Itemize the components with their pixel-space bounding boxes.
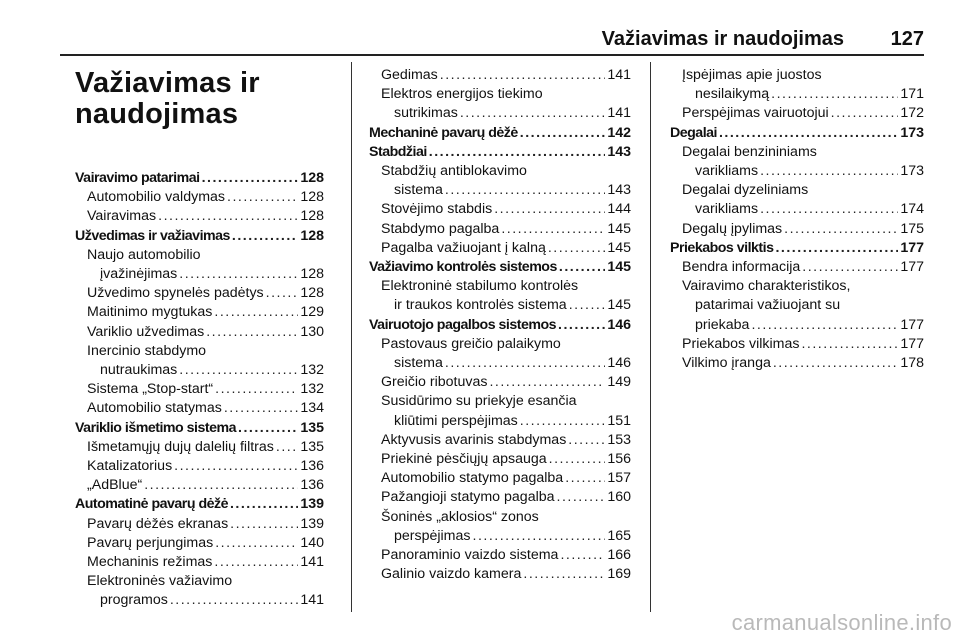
toc-page-number: 151 (607, 412, 631, 429)
leader-dots (489, 373, 605, 392)
toc-entry-text: Panoraminio vaizdo sistema (381, 547, 559, 564)
toc-page-number: 173 (900, 163, 924, 180)
toc-page-number: 128 (300, 266, 324, 283)
toc-entry[interactable] (75, 323, 324, 342)
toc-section-entry[interactable] (75, 227, 324, 246)
leader-dots (565, 469, 605, 488)
leader-dots (215, 534, 298, 553)
toc-entry[interactable] (369, 412, 631, 431)
toc-section-entry[interactable] (75, 495, 324, 514)
toc-entry-text[interactable]: Šoninės „aklosios“ zonos (381, 508, 539, 525)
watermark: carmanualsonline.info (731, 610, 952, 635)
toc-page-number: 128 (300, 285, 324, 302)
toc-entry-text[interactable]: Susidūrimo su priekyje esančia (381, 393, 577, 410)
leader-dots (440, 66, 606, 85)
toc-entry-text: Degalų įpylimas (682, 220, 783, 237)
leader-dots (559, 258, 605, 277)
toc-page-number: 136 (300, 458, 324, 475)
toc-entry[interactable] (369, 373, 631, 392)
toc-page-number: 141 (300, 554, 324, 571)
toc-page-number: 177 (900, 335, 924, 352)
toc-entry[interactable] (369, 469, 631, 488)
toc-entry-text: ir traukos kontrolės sistema (394, 297, 567, 314)
toc-page-number: 130 (300, 323, 324, 340)
toc-entry-text: programos (100, 592, 168, 609)
toc-page-number: 178 (900, 355, 924, 372)
toc-page-number: 132 (300, 362, 324, 379)
leader-dots (801, 335, 898, 354)
toc-entry-text: Vilkimo įranga (682, 355, 771, 372)
toc-section-entry[interactable] (369, 143, 631, 162)
toc-page-number: 144 (607, 201, 631, 218)
toc-entry[interactable] (369, 354, 631, 373)
toc-entry-text: Perspėjimas vairuotojui (682, 105, 829, 122)
toc-entry-text: perspėjimas (394, 527, 471, 544)
toc-column-3 (670, 66, 924, 373)
leader-dots (460, 104, 605, 123)
toc-entry-text: Greičio ribotuvas (381, 374, 488, 391)
toc-page-number: 139 (300, 496, 324, 513)
toc-entry-text[interactable]: Degalai benzininiams (682, 143, 817, 160)
toc-page-number: 145 (607, 259, 631, 276)
toc-page-number: 146 (607, 316, 631, 333)
toc-entry-text[interactable]: Elektroninė stabilumo kontrolės (381, 278, 579, 295)
leader-dots (548, 239, 605, 258)
toc-entry-text: sistema (394, 182, 443, 199)
toc-entry-text: Katalizatorius (87, 458, 173, 475)
toc-section-entry[interactable] (75, 169, 324, 188)
toc-page-number: 142 (607, 124, 631, 141)
leader-dots (144, 476, 298, 495)
toc-entry-text: nutraukimas (100, 362, 178, 379)
toc-page-number: 169 (607, 566, 631, 583)
toc-entry[interactable] (670, 200, 924, 219)
toc-page-number: 153 (607, 431, 631, 448)
toc-entry[interactable] (75, 284, 324, 303)
leader-dots (158, 207, 298, 226)
toc-entry[interactable] (369, 488, 631, 507)
leader-dots (238, 419, 298, 438)
toc-entry-text: Mechaninė pavarų dėžė (369, 124, 518, 141)
toc-page-number: 143 (607, 143, 631, 160)
toc-entry-text: Vairavimo patarimai (75, 170, 200, 186)
toc-entry[interactable] (75, 438, 324, 457)
toc-entry[interactable] (670, 104, 924, 123)
toc-entry-text[interactable]: Naujo automobilio (87, 246, 201, 263)
toc-entry-text: Užvedimas ir važiavimas (75, 227, 230, 244)
toc-section-entry[interactable] (369, 124, 631, 143)
toc-entry-text: Pavarų dėžės ekranas (87, 515, 229, 532)
toc-entry-text: Automobilio valdymas (87, 189, 225, 206)
leader-dots (831, 104, 899, 123)
leader-dots (558, 316, 605, 335)
toc-page-number: 149 (607, 374, 631, 391)
toc-entry[interactable] (369, 104, 631, 123)
toc-page-number: 139 (300, 515, 324, 532)
leader-dots (170, 591, 299, 610)
toc-entry[interactable] (75, 399, 324, 418)
toc-entry-text: Mechaninis režimas (87, 554, 213, 571)
leader-dots (549, 450, 606, 469)
toc-entry[interactable] (75, 265, 324, 284)
toc-entry[interactable] (369, 200, 631, 219)
toc-page-number: 132 (300, 381, 324, 398)
toc-entry-text: sistema (394, 355, 443, 372)
leader-dots (784, 220, 898, 239)
toc-page-number: 174 (900, 201, 924, 218)
toc-page-number: 145 (607, 239, 631, 256)
toc-page-number: 143 (607, 182, 631, 199)
leader-dots (501, 220, 605, 239)
chapter-title (75, 68, 324, 130)
toc-page-number: 135 (300, 438, 324, 455)
toc-entry[interactable] (369, 66, 631, 85)
toc-entry-text[interactable]: Įspėjimas apie juostos (682, 67, 822, 83)
leader-dots (560, 546, 605, 565)
leader-dots (230, 515, 298, 534)
toc-entry-text: Automatinė pavarų dėžė (75, 496, 228, 513)
toc-page-number: 141 (607, 67, 631, 83)
toc-page-number: 165 (607, 527, 631, 544)
toc-entry-text: Automobilio statymo pagalba (381, 470, 564, 487)
leader-dots (215, 380, 298, 399)
toc-entry-text: Priekabos vilktis (670, 239, 774, 256)
leader-dots (445, 354, 605, 373)
toc-page-number: 129 (300, 304, 324, 321)
toc-entry-text: Gedimas (381, 67, 438, 83)
leader-dots (569, 296, 606, 315)
toc-section-entry[interactable] (670, 124, 924, 143)
toc-page-number: 145 (607, 220, 631, 237)
toc-entry[interactable] (670, 316, 924, 335)
leader-dots (473, 527, 606, 546)
toc-entry-text: Degalai (670, 124, 717, 141)
toc-column-1 (75, 66, 324, 611)
toc-entry[interactable] (369, 565, 631, 584)
toc-entry-text: kliūtimi perspėjimas (394, 412, 518, 429)
toc-entry[interactable] (75, 188, 324, 207)
column-divider (650, 62, 651, 612)
toc-entry-text[interactable]: Pastovaus greičio palaikymo (381, 335, 561, 352)
toc-entry-text: Užvedimo spynelės padėtys (87, 285, 264, 302)
toc-entry-text[interactable]: Stabdžių antiblokavimo (381, 163, 527, 180)
leader-dots (214, 303, 298, 322)
toc-entry-text: Galinio vaizdo kamera (381, 566, 522, 583)
toc-entry[interactable] (369, 239, 631, 258)
toc-entry-text: varikliams (695, 163, 759, 180)
toc-page-number: 145 (607, 297, 631, 314)
toc-entry-text[interactable]: Elektroninės važiavimo (87, 573, 233, 590)
toc-entry-text[interactable]: Inercinio stabdymo (87, 342, 207, 359)
toc-entry-text: nesilaikymą (695, 86, 770, 103)
toc-page-number: 177 (900, 259, 924, 276)
leader-dots (760, 200, 898, 219)
toc-entry[interactable] (369, 181, 631, 200)
toc-page-number: 160 (607, 489, 631, 506)
leader-dots (266, 284, 299, 303)
toc-entry-text: Stabdžiai (369, 143, 427, 160)
chapter-title-line: naudojimas (75, 98, 239, 130)
toc-list (670, 66, 924, 373)
leader-dots (557, 488, 606, 507)
toc-entry[interactable] (75, 591, 324, 610)
leader-dots (227, 188, 298, 207)
toc-entry[interactable] (369, 220, 631, 239)
toc-entry-text[interactable]: Elektros energijos tiekimo (381, 86, 543, 103)
toc-entry-text: „AdBlue“ (87, 477, 143, 494)
toc-entry[interactable] (369, 450, 631, 469)
leader-dots (751, 316, 898, 335)
toc-page-number: 177 (900, 316, 924, 333)
running-title: Važiavimas ir naudojimas (601, 28, 844, 50)
toc-page-number: 171 (900, 86, 924, 103)
toc-entry-text: Automobilio statymas (87, 400, 222, 417)
toc-page-number: 157 (607, 470, 631, 487)
toc-entry-text: varikliams (695, 201, 759, 218)
leader-dots (775, 239, 898, 258)
chapter-title-line: Važiavimas ir (75, 67, 260, 99)
toc-entry[interactable] (75, 553, 324, 572)
toc-column-2 (369, 66, 631, 584)
toc-entry[interactable] (670, 85, 924, 104)
toc-page-number: 128 (300, 208, 324, 225)
toc-entry-text[interactable]: Degalai dyzeliniams (682, 182, 809, 199)
toc-entry[interactable] (670, 354, 924, 373)
leader-dots (202, 169, 299, 188)
toc-entry-text: Stovėjimo stabdis (381, 201, 493, 218)
toc-entry-text: Variklio užvedimas (87, 323, 205, 340)
toc-entry-text: Priekabos vilkimas (682, 335, 800, 352)
page-header (60, 28, 924, 56)
leader-dots (773, 354, 898, 373)
toc-entry[interactable] (75, 207, 324, 226)
leader-dots (760, 162, 898, 181)
toc-entry-text: Sistema „Stop-start“ (87, 381, 214, 398)
leader-dots (179, 361, 298, 380)
leader-dots (232, 227, 298, 246)
toc-entry-text: Išmetamųjų dujų dalelių filtras (87, 438, 274, 455)
leader-dots (179, 265, 298, 284)
toc-page-number: 141 (300, 592, 324, 609)
toc-entry-text[interactable]: patarimai važiuojant su (695, 297, 841, 314)
toc-entry[interactable] (75, 457, 324, 476)
toc-entry-text: Vairuotojo pagalbos sistemos (369, 316, 557, 333)
leader-dots (224, 399, 298, 418)
toc-entry-text: Pavarų perjungimas (87, 534, 214, 551)
leader-dots (523, 565, 605, 584)
toc-page-number: 173 (900, 124, 924, 141)
toc-section-entry[interactable] (670, 239, 924, 258)
toc-entry-text[interactable]: Vairavimo charakteristikos, (682, 278, 851, 295)
leader-dots (802, 258, 898, 277)
toc-entry-text: Stabdymo pagalba (381, 220, 500, 237)
leader-dots (276, 438, 298, 457)
toc-page-number: 128 (300, 227, 324, 244)
toc-page-number: 128 (300, 189, 324, 206)
column-divider (351, 62, 352, 612)
toc-entry-text: Pagalba važiuojant į kalną (381, 239, 546, 256)
toc-entry[interactable] (369, 546, 631, 565)
toc-page-number: 172 (900, 105, 924, 122)
toc-entry-text: Vairavimas (87, 208, 157, 225)
leader-dots (719, 124, 898, 143)
leader-dots (568, 431, 605, 450)
toc-page-number: 177 (900, 239, 924, 256)
leader-dots (214, 553, 298, 572)
page-number: 127 (890, 28, 924, 50)
toc-entry[interactable] (369, 431, 631, 450)
leader-dots (174, 457, 298, 476)
toc-entry-text: Bendra informacija (682, 259, 801, 276)
toc-section-entry[interactable] (369, 258, 631, 277)
toc-entry[interactable] (75, 476, 324, 495)
leader-dots (429, 143, 606, 162)
toc-page-number: 166 (607, 547, 631, 564)
leader-dots (494, 200, 605, 219)
toc-entry[interactable] (75, 515, 324, 534)
toc-entry[interactable] (75, 303, 324, 322)
toc-entry[interactable] (75, 380, 324, 399)
toc-entry-text: Aktyvusis avarinis stabdymas (381, 431, 567, 448)
toc-page-number: 141 (607, 105, 631, 122)
toc-page-number: 175 (900, 220, 924, 237)
toc-entry-text: Priekinė pėsčiųjų apsauga (381, 451, 547, 468)
leader-dots (230, 495, 298, 514)
toc-entry[interactable] (670, 162, 924, 181)
toc-page-number: 136 (300, 477, 324, 494)
toc-page-number: 156 (607, 451, 631, 468)
toc-entry-text: priekaba (695, 316, 750, 333)
toc-list (369, 66, 631, 584)
leader-dots (520, 124, 606, 143)
toc-entry[interactable] (670, 220, 924, 239)
toc-section-entry[interactable] (369, 316, 631, 335)
toc-page-number: 128 (300, 170, 324, 186)
toc-entry[interactable] (369, 296, 631, 315)
toc-page-number: 140 (300, 534, 324, 551)
toc-section-entry[interactable] (75, 419, 324, 438)
toc-entry-text: įvažinėjimas (100, 266, 178, 283)
toc-page-number: 134 (300, 400, 324, 417)
toc-page-number: 146 (607, 355, 631, 372)
leader-dots (206, 323, 298, 342)
leader-dots (520, 412, 606, 431)
leader-dots (771, 85, 898, 104)
toc-entry[interactable] (670, 258, 924, 277)
toc-entry[interactable] (670, 335, 924, 354)
toc-entry[interactable] (75, 534, 324, 553)
toc-entry-text: sutrikimas (394, 105, 458, 122)
leader-dots (445, 181, 605, 200)
toc-entry-text: Važiavimo kontrolės sistemos (369, 259, 557, 276)
toc-entry[interactable] (369, 527, 631, 546)
toc-entry-text: Pažangioji statymo pagalba (381, 489, 555, 506)
toc-entry-text: Maitinimo mygtukas (87, 304, 213, 321)
toc-page-number: 135 (300, 419, 324, 436)
toc-list (75, 169, 324, 611)
toc-entry-text: Variklio išmetimo sistema (75, 419, 236, 436)
toc-entry[interactable] (75, 361, 324, 380)
